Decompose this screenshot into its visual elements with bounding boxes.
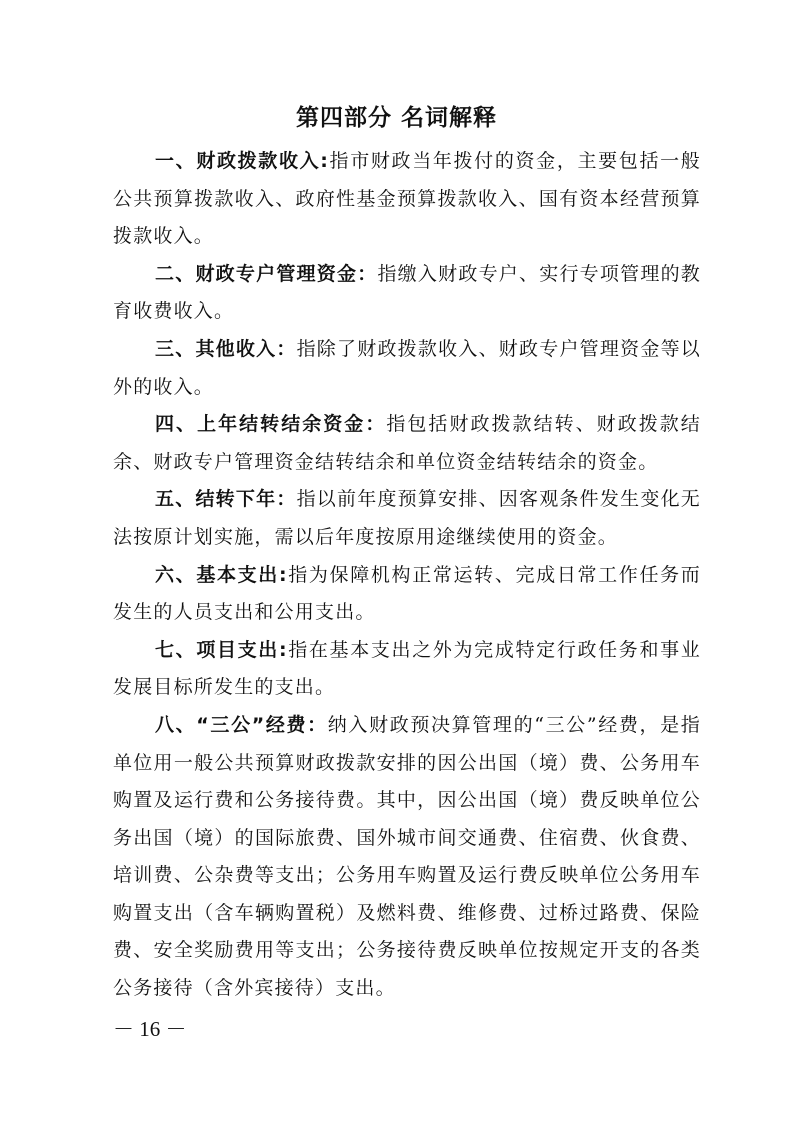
glossary-term: 一、财政拨款收入:	[155, 150, 330, 172]
glossary-term: 八、“三公”经费：	[155, 713, 328, 736]
glossary-entry-project-expenditure	[113, 632, 701, 707]
glossary-entry-other-income	[113, 331, 701, 406]
glossary-definition: 指缴入财政专户、实行专项管理的教育收费收入。	[113, 262, 701, 323]
glossary-definition: 指包括财政拨款结转、财政拨款结余、财政专户管理资金结转结余和单位资金结转结余的资金。	[113, 413, 701, 473]
glossary-term: 二、财政专户管理资金：	[155, 262, 378, 285]
glossary-entry-carry-to-next-year	[113, 481, 701, 556]
glossary-term: 六、基本支出:	[155, 563, 288, 586]
glossary-definition: 纳入财政预决算管理的“三公”经费，是指单位用一般公共预算财政拨款安排的因公出国（境）费、公务用车购置及运行费和公务接待费。其中，因公出国（境）费反映单位公务出国（境）的国际旅费、国外城市间交通费、住宿费、伙食费、培训费、公杂费等支出；公务用车购置及运行费反映单位公务用车购置支出（含车辆购置税）及燃料费、维修费、过桥过路费、保险费、安全奖励费用等支出；公务接待费反映单位按规定开支的各类公务接待（含外宾接待）支出。	[113, 713, 701, 1000]
glossary-definition: 指在基本支出之外为完成特定行政任务和事业发展目标所发生的支出。	[113, 638, 701, 699]
glossary-term: 三、其他收入：	[155, 337, 297, 360]
glossary-entry-fiscal-special-account-funds	[113, 256, 701, 331]
glossary-definition: 指除了财政拨款收入、财政专户管理资金等以外的收入。	[113, 337, 701, 398]
glossary-term: 四、上年结转结余资金：	[155, 413, 387, 436]
glossary-definition: 指以前年度预算安排、因客观条件发生变化无法按原计划实施，需以后年度按原用途继续使用的资金。	[113, 488, 701, 548]
glossary-definition: 指为保障机构正常运转、完成日常工作任务而发生的人员支出和公用支出。	[113, 563, 701, 624]
glossary-definition: 指市财政当年拨付的资金，主要包括一般公共预算拨款收入、政府性基金预算拨款收入、国有资本经营预算拨款收入。	[113, 150, 701, 248]
glossary-entry-basic-expenditure	[113, 557, 701, 632]
glossary-term: 七、项目支出:	[155, 638, 288, 661]
glossary-entry-prior-year-carryover	[113, 406, 701, 481]
glossary-body	[113, 143, 701, 1008]
page-number: － 16 －	[113, 1017, 187, 1041]
glossary-entry-fiscal-allocation-income	[113, 143, 701, 256]
page-title: 第四部分 名词解释	[295, 105, 497, 131]
glossary-entry-three-public-expenses	[113, 707, 701, 1008]
glossary-term: 五、结转下年：	[155, 488, 297, 511]
